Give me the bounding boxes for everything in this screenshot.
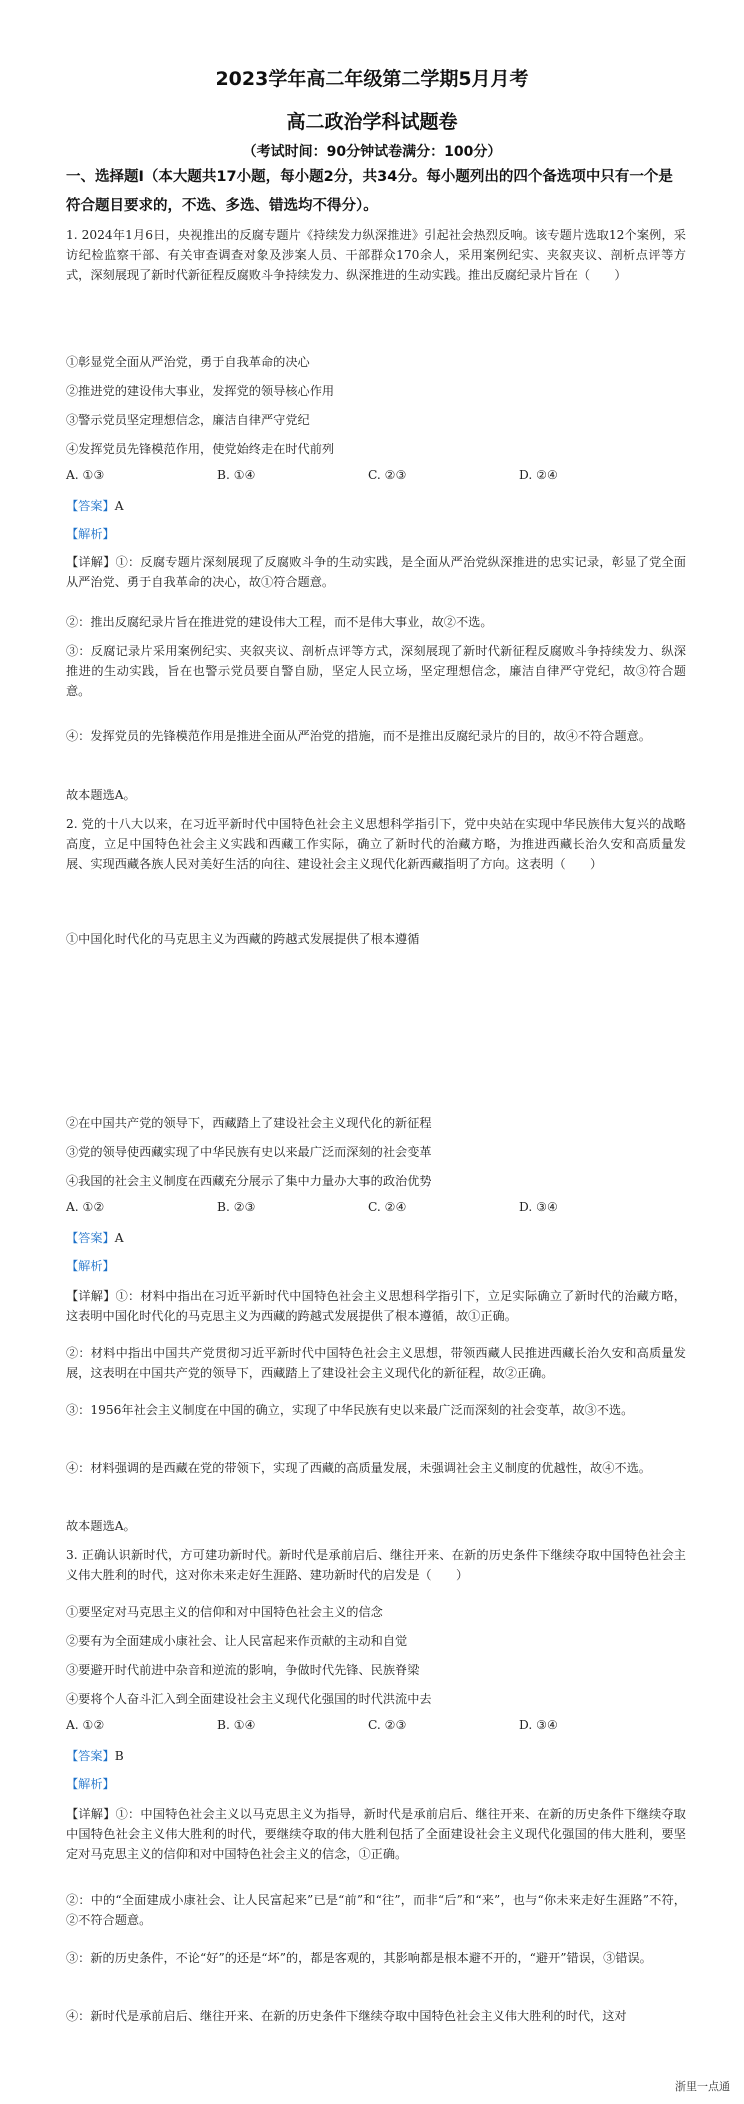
exam-info: （考试时间：90分钟试卷满分：100分） [242,144,502,160]
q2-item-4: ④我国的社会主义制度在西藏充分展示了集中力量办大事的政治优势 [66,1174,432,1188]
q1-options [66,468,686,488]
q1-option-a: A. ①③ [66,468,105,482]
section-heading: 一、选择题Ⅰ（本大题共17小题，每小题2分，共34分。每小题列出的四个备选项中只有一个是符合题目要求的，不选、多选、错选均不得分）。 [66,169,673,214]
q1-detail-4: ④：发挥党员的先锋模范作用是推进全面从严治党的措施，而不是推出反腐纪录片的目的，故④不符合题意。 [66,729,651,743]
answer-value: A [114,1231,124,1245]
watermark-footer: 浙里一点通 [675,2080,730,2093]
q3-detail-4: ④：新时代是承前启后、继往开来、在新的历史条件下继续夺取中国特色社会主义伟大胜利的时代，这对 [66,2009,627,2023]
answer-label: 【答案】 [66,1749,115,1763]
q1-item-2: ②推进党的建设伟大事业，发挥党的领导核心作用 [66,384,335,398]
q1-item-3: ③警示党员坚定理想信念，廉洁自律严守党纪 [66,413,310,427]
q3-option-d: D. ③④ [519,1718,558,1732]
q2-detail-3: ③：1956年社会主义制度在中国的确立，实现了中华民族有史以来最广泛而深刻的社会变革，故③不选。 [66,1403,634,1417]
answer-value: A [114,499,124,513]
q1-conclusion: 故本题选A。 [66,788,136,802]
q1-answer [66,496,686,516]
q2-item-1: ①中国化时代化的马克思主义为西藏的跨越式发展提供了根本遵循 [66,932,420,946]
q1-detail-1: 【详解】①：反腐专题片深刻展现了反腐败斗争的生动实践，是全面从严治党纵深推进的忠实记录，彰显了党全面从严治党、勇于自我革命的决心，故①符合题意。 [66,555,686,589]
q3-options [66,1718,686,1738]
exam-title: 2023学年高二年级第二学期5月月考 [215,68,529,90]
q2-detail-4: ④：材料强调的是西藏在党的带领下，实现了西藏的高质量发展，未强调社会主义制度的优越性，故④不选。 [66,1461,651,1475]
q2-detail-2: ②：材料中指出中国共产党贯彻习近平新时代中国特色社会主义思想，带领西藏人民推进西藏长治久安和高质量发展，这表明在中国共产党的领导下，西藏踏上了建设社会主义现代化的新征程，故②正确。 [66,1346,686,1380]
exam-subtitle: 高二政治学科试题卷 [286,111,458,133]
q1-option-b: B. ①④ [217,468,256,482]
q2-item-3: ③党的领导使西藏实现了中华民族有史以来最广泛而深刻的社会变革 [66,1145,432,1159]
q2-options [66,1200,686,1220]
q1-detail-2: ②：推出反腐纪录片旨在推进党的建设伟大工程，而不是伟大事业，故②不选。 [66,615,493,629]
q3-option-b: B. ①④ [217,1718,256,1732]
q2-answer [66,1228,686,1248]
q1-stem: 1. 2024年1月6日，央视推出的反腐专题片《持续发力纵深推进》引起社会热烈反响。该专题片选取12个案例，采访纪检监察干部、有关审查调查对象及涉案人员、干部群众170余人，采用案例纪实、夹叙夹议、剖析点评等方式，深刻展现了新时代新征程反腐败斗争持续发力、纵深推进的生动实践。推出反腐纪录片旨在（ ） [66,228,686,282]
answer-label: 【答案】 [66,1231,115,1245]
q3-detail-1: 【详解】①：中国特色社会主义以马克思主义为指导，新时代是承前启后、继往开来、在新的历史条件下继续夺取中国特色社会主义伟大胜利的时代，要继续夺取的伟大胜利包括了全面建设社会主义现代化强国的伟大胜利，要坚定对马克思主义的信仰和对中国特色社会主义的信念，①正确。 [66,1807,686,1861]
q3-option-c: C. ②③ [368,1718,407,1732]
answer-label: 【答案】 [66,499,115,513]
q2-conclusion: 故本题选A。 [66,1519,136,1533]
q1-detail-3: ③：反腐记录片采用案例纪实、夹叙夹议、剖析点评等方式，深刻展现了新时代新征程反腐败斗争持续发力、纵深推进的生动实践，旨在也警示党员要自警自励，坚定人民立场，坚定理想信念，廉洁自律严守党纪，故③符合题意。 [66,644,686,698]
q2-option-c: C. ②④ [368,1200,407,1214]
q3-stem: 3. 正确认识新时代，方可建功新时代。新时代是承前启后、继往开来、在新的历史条件下继续夺取中国特色社会主义伟大胜利的时代，这对你未来走好生涯路、建功新时代的启发是（ ） [66,1548,686,1582]
q3-option-a: A. ①② [66,1718,105,1732]
answer-value: B [114,1749,124,1763]
q2-option-d: D. ③④ [519,1200,558,1214]
q1-option-c: C. ②③ [368,468,407,482]
q2-item-2: ②在中国共产党的领导下，西藏踏上了建设社会主义现代化的新征程 [66,1116,432,1130]
q2-option-b: B. ②③ [217,1200,256,1214]
q3-item-4: ④要将个人奋斗汇入到全面建设社会主义现代化强国的时代洪流中去 [66,1692,432,1706]
q3-analysis-label: 【解析】 [66,1777,115,1791]
q3-detail-2: ②：中的“全面建成小康社会、让人民富起来”已是“前”和“往”，而非“后”和“来”，也与“你未来走好生涯路”不符，②不符合题意。 [66,1893,686,1927]
q3-answer [66,1746,686,1766]
q2-analysis-label: 【解析】 [66,1259,115,1273]
q1-item-4: ④发挥党员先锋模范作用，使党始终走在时代前列 [66,442,335,456]
q2-detail-1: 【详解】①：材料中指出在习近平新时代中国特色社会主义思想科学指引下，立足实际确立了新时代的治藏方略，这表明中国化时代化的马克思主义为西藏的跨越式发展提供了根本遵循，故①正确。 [66,1289,686,1323]
q3-item-1: ①要坚定对马克思主义的信仰和对中国特色社会主义的信念 [66,1605,383,1619]
q3-detail-3: ③：新的历史条件，不论“好”的还是“坏”的，都是客观的，其影响都是根本避不开的，“避开”错误，③错误。 [66,1951,652,1965]
q1-option-d: D. ②④ [519,468,558,482]
q1-item-1: ①彰显党全面从严治党，勇于自我革命的决心 [66,355,310,369]
q3-item-3: ③要避开时代前进中杂音和逆流的影响，争做时代先锋、民族脊梁 [66,1663,420,1677]
q1-analysis-label: 【解析】 [66,527,115,541]
q2-stem: 2. 党的十八大以来，在习近平新时代中国特色社会主义思想科学指引下，党中央站在实现中华民族伟大复兴的战略高度，立足中国特色社会主义实践和西藏工作实际，确立了新时代的治藏方略，为推进西藏长治久安和高质量发展、实现西藏各族人民对美好生活的向往、建设社会主义现代化新西藏指明了方向。这表明（ ） [66,817,686,871]
q2-option-a: A. ①② [66,1200,105,1214]
q3-item-2: ②要有为全面建成小康社会、让人民富起来作贡献的主动和自觉 [66,1634,408,1648]
